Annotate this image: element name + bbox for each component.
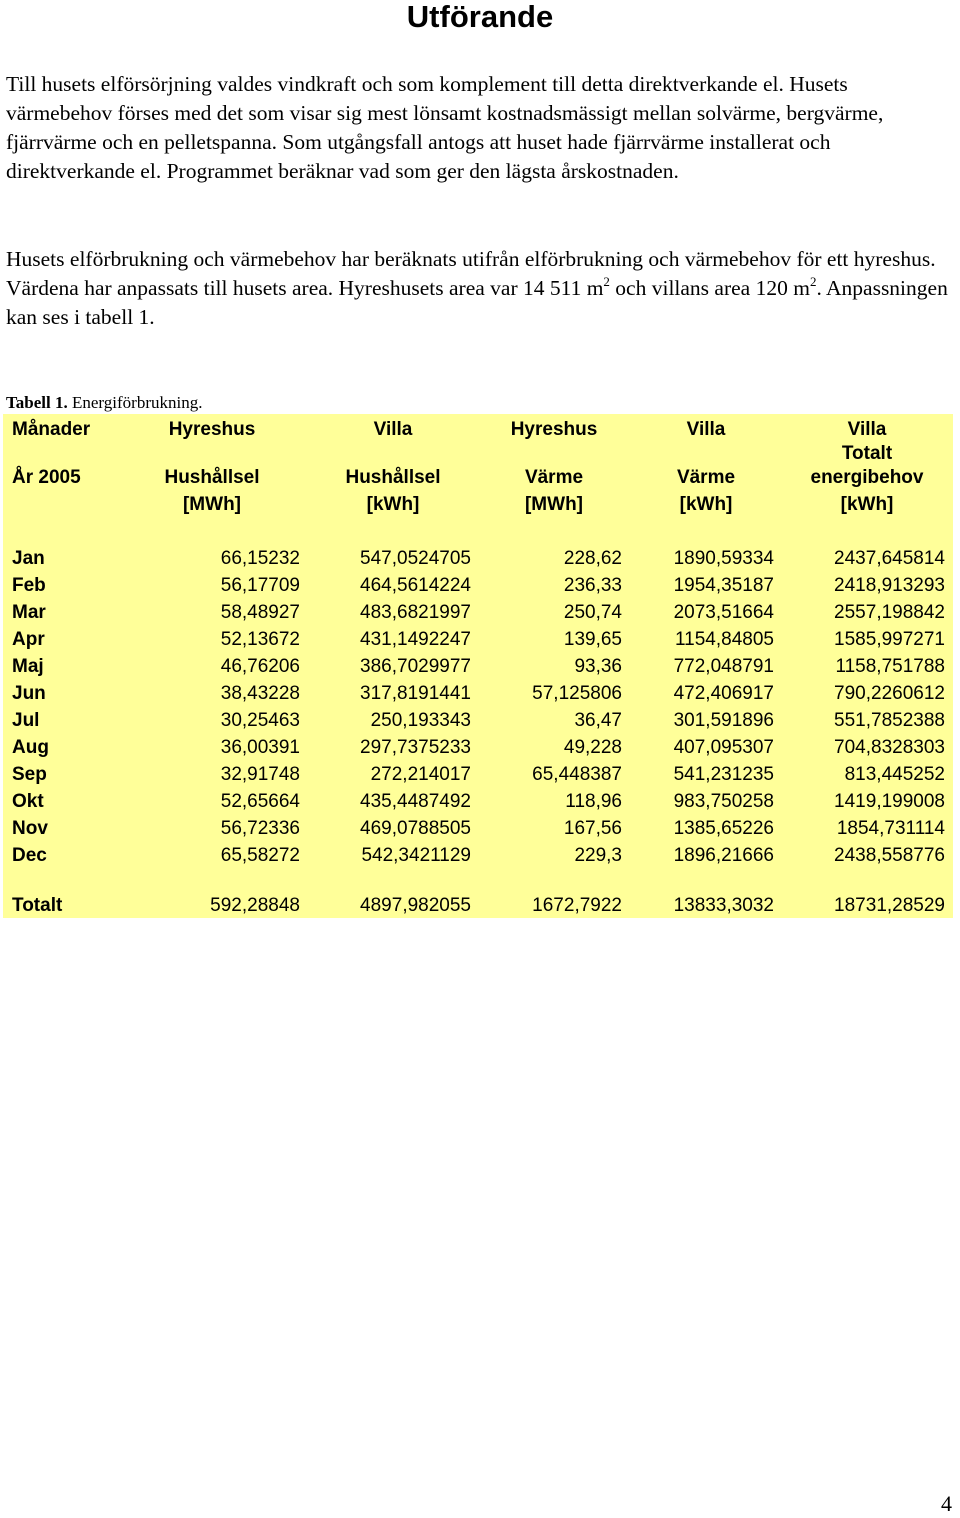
table-cell: 56,17709	[220, 575, 300, 596]
table-cell: 983,750258	[673, 791, 774, 812]
header-year: År 2005	[12, 467, 81, 488]
page-title: Utförande	[406, 0, 554, 34]
table-cell: 229,3	[574, 845, 622, 866]
paragraph-method-part1: Husets elförbrukning och värmebehov har beräknats utifrån elförbrukning och värmebehov för ett hyreshus. Värdena har anpassats till husets area. Hyreshusets area var 14 511 m	[6, 247, 936, 300]
total-cell: 4897,982055	[360, 895, 471, 916]
table-cell: 2418,913293	[834, 575, 945, 596]
table-caption-label: Tabell 1.	[6, 393, 68, 412]
table-cell: 236,33	[563, 575, 622, 596]
table-cell: 704,8328303	[834, 737, 945, 758]
header-building-2: Villa	[373, 419, 413, 440]
table-cell: 49,228	[563, 737, 622, 758]
row-month: Jun	[12, 683, 46, 704]
table-cell: 1585,997271	[834, 629, 945, 650]
table-cell: 464,5614224	[360, 575, 471, 596]
table-cell: 1954,35187	[673, 575, 774, 596]
total-cell: 13833,3032	[673, 895, 774, 916]
row-month: Nov	[12, 818, 48, 839]
table-cell: 542,3421129	[361, 845, 471, 866]
table-cell: 407,095307	[673, 737, 774, 758]
table-cell: 65,58272	[220, 845, 300, 866]
total-cell: 1672,7922	[532, 895, 622, 916]
header-months: Månader	[12, 419, 91, 440]
header-unit-1: [MWh]	[182, 494, 242, 515]
row-month: Sep	[12, 764, 47, 785]
table-cell: 66,15232	[220, 548, 300, 569]
header-unit-3: [MWh]	[524, 494, 584, 515]
header-unit-2: [kWh]	[366, 494, 420, 515]
paragraph-method	[6, 245, 951, 332]
table-cell: 93,36	[574, 656, 622, 677]
table-cell: 551,7852388	[834, 710, 945, 731]
table-cell: 541,231235	[673, 764, 774, 785]
table-cell: 1154,84805	[675, 629, 774, 650]
table-cell: 297,7375233	[360, 737, 471, 758]
table-cell: 36,47	[574, 710, 622, 731]
table-cell: 32,91748	[220, 764, 300, 785]
table-cell: 813,445252	[844, 764, 945, 785]
table-cell: 1854,731114	[836, 818, 945, 839]
table-cell: 2557,198842	[834, 602, 945, 623]
table-cell: 228,62	[563, 548, 622, 569]
header-type-3: Värme	[524, 467, 584, 488]
table-cell: 772,048791	[673, 656, 774, 677]
table-cell: 1158,751788	[835, 656, 945, 677]
row-month: Maj	[12, 656, 44, 677]
header-totalt: Totalt	[841, 443, 893, 464]
row-month: Jul	[12, 710, 40, 731]
table-cell: 1385,65226	[673, 818, 774, 839]
row-month: Okt	[12, 791, 44, 812]
paragraph-intro: Till husets elförsörjning valdes vindkraft och som komplement till detta direktverkande el. Husets värmebehov förses med det som visar sig mest lönsamt kostnadsmässigt mellan solvärme, bergvärme, fjärrvärme och en pelletspanna. Som utgångsfall antogs att huset hade fjärrvärme installerat och direktverkande el. Programmet beräknar vad som ger den lägsta årskostnaden.	[6, 72, 884, 183]
table-cell: 469,0788505	[360, 818, 471, 839]
table-cell: 65,448387	[532, 764, 622, 785]
table-cell: 167,56	[563, 818, 622, 839]
table-cell: 2438,558776	[834, 845, 945, 866]
page-number: 4	[941, 1491, 952, 1516]
header-building-3: Hyreshus	[510, 419, 598, 440]
table-cell: 2073,51664	[673, 602, 774, 623]
table-cell: 46,76206	[220, 656, 300, 677]
header-type-2: Hushållsel	[345, 467, 441, 488]
table-cell: 1890,59334	[673, 548, 774, 569]
superscript-2: 2	[603, 274, 610, 289]
paragraph-method-part3: . Anpassningen kan ses i tabell 1.	[6, 276, 948, 329]
total-cell: 18731,28529	[834, 895, 945, 916]
table-caption-text: Energiförbrukning.	[67, 393, 203, 412]
table-cell: 483,6821997	[360, 602, 471, 623]
table-cell: 317,8191441	[360, 683, 471, 704]
row-month: Dec	[12, 845, 47, 866]
row-month: Feb	[12, 575, 46, 596]
header-building-1: Hyreshus	[168, 419, 256, 440]
table-cell: 435,4487492	[360, 791, 471, 812]
row-month: Apr	[12, 629, 45, 650]
header-unit-5: [kWh]	[840, 494, 894, 515]
table-cell: 30,25463	[220, 710, 300, 731]
table-cell: 52,65664	[220, 791, 300, 812]
table-cell: 250,74	[563, 602, 622, 623]
table-cell: 272,214017	[370, 764, 471, 785]
row-month: Jan	[12, 548, 45, 569]
table-cell: 52,13672	[220, 629, 300, 650]
table-cell: 38,43228	[220, 683, 300, 704]
table-caption	[6, 392, 202, 414]
row-month: Mar	[12, 602, 46, 623]
table-cell: 139,65	[563, 629, 622, 650]
table-cell: 1896,21666	[673, 845, 774, 866]
superscript-2: 2	[809, 274, 817, 289]
table-cell: 250,193343	[370, 710, 471, 731]
header-unit-4: [kWh]	[679, 494, 733, 515]
header-type-4: Värme	[676, 467, 736, 488]
header-type-5: energibehov	[810, 467, 924, 488]
table-cell: 472,406917	[673, 683, 774, 704]
table-cell: 301,591896	[673, 710, 774, 731]
table-cell: 58,48927	[220, 602, 300, 623]
table-cell: 547,0524705	[360, 548, 471, 569]
total-label: Totalt	[12, 895, 63, 916]
header-building-4: Villa	[686, 419, 726, 440]
table-cell: 386,7029977	[360, 656, 471, 677]
row-month: Aug	[12, 737, 49, 758]
table-cell: 790,2260612	[834, 683, 945, 704]
total-cell: 592,28848	[210, 895, 300, 916]
table-cell: 56,72336	[220, 818, 300, 839]
table-cell: 36,00391	[220, 737, 300, 758]
table-cell: 57,125806	[532, 683, 622, 704]
table-cell: 1419,199008	[834, 791, 945, 812]
paragraph-method-part2: och villans area 120 m	[609, 276, 810, 300]
table-cell: 2437,645814	[834, 548, 945, 569]
header-building-5: Villa	[847, 419, 887, 440]
table-cell: 431,1492247	[360, 629, 471, 650]
header-type-1: Hushållsel	[164, 467, 260, 488]
table-cell: 118,96	[565, 791, 622, 812]
